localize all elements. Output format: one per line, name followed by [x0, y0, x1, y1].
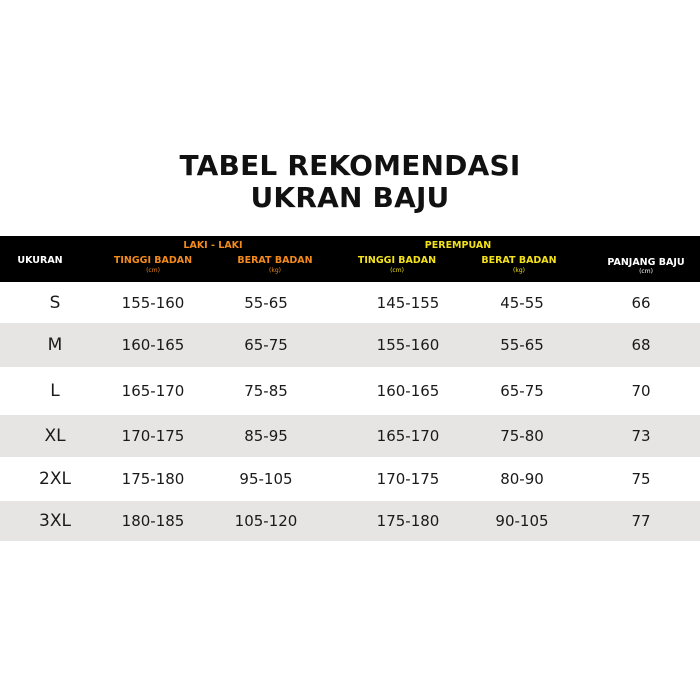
cell-size: S [49, 292, 61, 313]
cell-male-weight: 105-120 [234, 512, 298, 530]
cell-male-weight: 95-105 [239, 470, 293, 488]
cell-length: 66 [631, 293, 651, 312]
cell-male-height: 155-160 [121, 293, 185, 312]
header-female-height: TINGGI BADAN [357, 255, 437, 266]
cell-female-weight: 80-90 [500, 470, 544, 488]
table-row [0, 457, 700, 501]
cell-size: 3XL [39, 511, 71, 531]
title-line-2: UKRAN BAJU [250, 181, 450, 214]
cell-length: 73 [631, 427, 651, 445]
table-row [0, 367, 700, 415]
header-female-group: PEREMPUAN [424, 240, 492, 251]
cell-male-weight: 65-75 [244, 336, 288, 354]
header-female-weight: BERAT BADAN [481, 255, 557, 266]
cell-length: 68 [631, 336, 651, 354]
cell-size: 2XL [39, 469, 71, 489]
cell-size: XL [44, 426, 66, 446]
cell-female-weight: 55-65 [500, 336, 544, 354]
cell-male-height: 180-185 [121, 512, 185, 530]
cell-male-weight: 75-85 [244, 382, 288, 400]
cell-length: 75 [631, 470, 651, 488]
header-male-weight: BERAT BADAN [237, 255, 313, 266]
header-size: UKURAN [17, 255, 63, 266]
page-title [0, 150, 700, 214]
cell-female-height: 145-155 [376, 293, 440, 312]
cell-female-height: 175-180 [376, 512, 440, 530]
cell-male-height: 170-175 [121, 427, 185, 445]
cell-male-height: 160-165 [121, 336, 185, 354]
cell-length: 77 [631, 512, 651, 530]
header-length-unit: (cm) [639, 268, 653, 275]
header-length: PANJANG BAJU [607, 257, 685, 268]
header-male-group: LAKI - LAKI [183, 240, 243, 251]
cell-male-height: 175-180 [121, 470, 185, 488]
cell-female-weight: 45-55 [500, 293, 544, 312]
cell-male-height: 165-170 [121, 382, 185, 400]
cell-male-weight: 55-65 [244, 293, 288, 312]
cell-female-weight: 65-75 [500, 382, 544, 400]
table-row [0, 282, 700, 323]
header-male-height-unit: (cm) [146, 267, 160, 274]
cell-female-weight: 90-105 [495, 512, 549, 530]
header-male-height: TINGGI BADAN [113, 255, 193, 266]
title-line-1: TABEL REKOMENDASI [179, 149, 521, 182]
cell-size: L [50, 381, 60, 401]
cell-size: M [47, 335, 63, 355]
cell-female-height: 160-165 [376, 382, 440, 400]
header-male-weight-unit: (kg) [269, 267, 281, 274]
table-header [0, 236, 700, 282]
header-female-weight-unit: (kg) [513, 267, 525, 274]
cell-female-weight: 75-80 [500, 427, 544, 445]
table-row [0, 323, 700, 367]
cell-female-height: 165-170 [376, 427, 440, 445]
header-female-height-unit: (cm) [390, 267, 404, 274]
cell-female-height: 155-160 [376, 336, 440, 354]
table-row [0, 501, 700, 541]
cell-male-weight: 85-95 [244, 427, 288, 445]
cell-length: 70 [631, 382, 651, 400]
cell-female-height: 170-175 [376, 470, 440, 488]
table-row [0, 415, 700, 457]
